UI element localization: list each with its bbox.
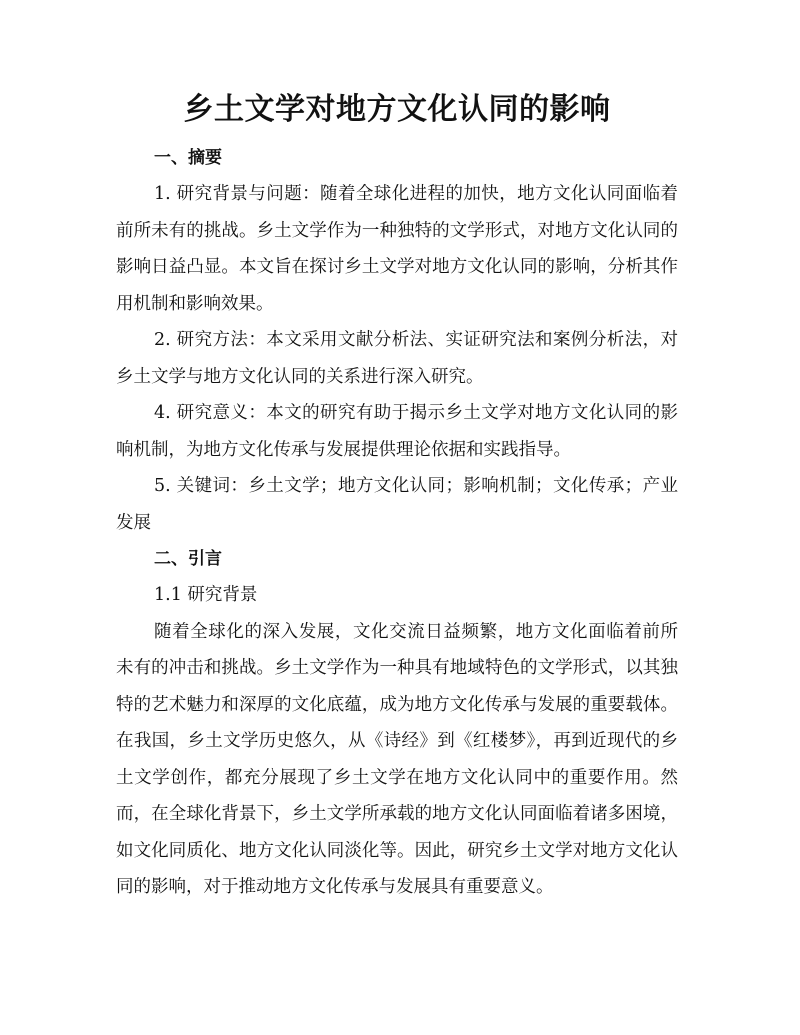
document-title: 乡土文学对地方文化认同的影响	[183, 92, 611, 127]
abstract-item-significance: 4. 研究意义：本文的研究有助于揭示乡土文学对地方文化认同的影响机制，为地方文化传承与发展提供理论依据和实践指导。	[116, 403, 678, 460]
abstract-item-methods: 2. 研究方法：本文采用文献分析法、实证研究法和案例分析法，对乡土文学与地方文化认同的关系进行深入研究。	[116, 330, 678, 387]
research-background-subheading: 1.1 研究背景	[154, 585, 258, 605]
document-page	[116, 88, 678, 906]
abstract-heading: 一、摘要	[154, 148, 222, 168]
research-background-paragraph: 随着全球化的深入发展，文化交流日益频繁，地方文化面临着前所未有的冲击和挑战。乡土文学作为一种具有地域特色的文学形式，以其独特的艺术魅力和深厚的文化底蕴，成为地方文化传承与发展的重要载体。在我国，乡土文学历史悠久，从《诗经》到《红楼梦》，再到近现代的乡土文学创作，都充分展现了乡土文学在地方文化认同中的重要作用。然而，在全球化背景下，乡土文学所承载的地方文化认同面临着诸多困境，如文化同质化、地方文化认同淡化等。因此，研究乡土文学对地方文化认同的影响，对于推动地方文化传承与发展具有重要意义。	[116, 621, 678, 897]
abstract-item-keywords: 5. 关键词：乡土文学；地方文化认同；影响机制；文化传承；产业发展	[116, 476, 678, 533]
introduction-heading: 二、引言	[154, 549, 222, 569]
abstract-item-background: 1. 研究背景与问题：随着全球化进程的加快，地方文化认同面临着前所未有的挑战。乡土文学作为一种独特的文学形式，对地方文化认同的影响日益凸显。本文旨在探讨乡土文学对地方文化认同的影响，分析其作用机制和影响效果。	[116, 184, 678, 314]
